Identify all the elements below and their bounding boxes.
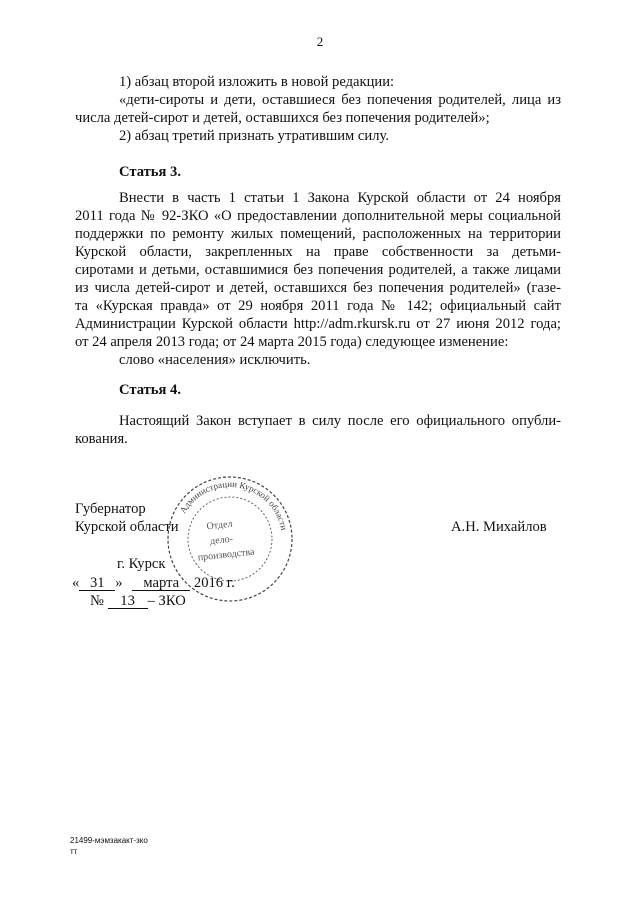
signing-city: г. Курск (117, 556, 166, 572)
article-3-line: поддержки по ремонту жилых помещений, расположенных на территории (75, 226, 561, 242)
article-3-line: Администрации Курской области http://adm.rkursk.ru от 27 июня 2012 года; (75, 316, 561, 332)
number-prefix: № (90, 593, 104, 609)
article-3-heading: Статья 3. (119, 164, 181, 180)
article-3-last-line: слово «населения» исключить. (119, 352, 311, 368)
date-close-quote: » (115, 575, 123, 591)
stamp-outer-text: Администрации Курской области (177, 478, 290, 531)
paragraph-quote-line-1: «дети-сироты и дети, оставшиеся без попечения родителей, лица из (119, 92, 561, 108)
paragraph-item-2: 2) абзац третий признать утратившим силу. (119, 128, 389, 144)
signing-date (72, 574, 235, 592)
signature-name: А.Н. Михайлов (451, 519, 547, 535)
paragraph-item-1: 1) абзац второй изложить в новой редакции: (119, 74, 395, 90)
article-3-line: 2011 года № 92-ЗКО «О предоставлении дополнительной меры социальной (75, 208, 561, 224)
article-4-line-2: кования. (75, 431, 128, 447)
signature-position-line-2: Курской области (75, 519, 179, 535)
article-4-line-1: Настоящий Закон вступает в силу после его официального опубли- (119, 413, 561, 429)
law-number (90, 592, 186, 610)
svg-text:дело-: дело- (209, 533, 234, 548)
article-3-line: сиротами и детьми, оставшимися без попечения родителей, а также лицами (75, 262, 561, 278)
article-3-line: Курской области, закрепленных на праве собственности за детьми- (75, 244, 561, 260)
footer-code: 21499-мэмзакакт-зко (70, 836, 148, 845)
article-3-line: от 24 апреля 2013 года; от 24 марта 2015 года) следующее изменение: (75, 334, 509, 350)
article-4-heading: Статья 4. (119, 382, 181, 398)
date-year: 2016 г. (193, 575, 235, 591)
date-open-quote: « (72, 575, 80, 591)
article-3-line: та «Курская правда» от 29 ноября 2011 года № 142; официальный сайт (75, 298, 561, 314)
article-3-line: Внести в часть 1 статьи 1 Закона Курской области от 24 ноября (119, 190, 561, 206)
article-3-line: из числа детей-сирот и детей, оставшихся без попечения родителей» (газе- (75, 280, 561, 296)
footer-initials: тт (70, 847, 78, 856)
signature-position-line-1: Губернатор (75, 501, 146, 517)
page-number: 2 (316, 34, 324, 49)
svg-text:Отдел: Отдел (206, 518, 234, 533)
svg-text:производства: производства (197, 546, 256, 564)
number-suffix: – ЗКО (147, 593, 186, 609)
number-value: 13 (108, 594, 148, 609)
date-month: марта (132, 576, 190, 591)
date-day: 31 (79, 576, 115, 591)
paragraph-quote-line-2: числа детей-сирот и детей, оставшихся без попечения родителей»; (75, 110, 490, 126)
